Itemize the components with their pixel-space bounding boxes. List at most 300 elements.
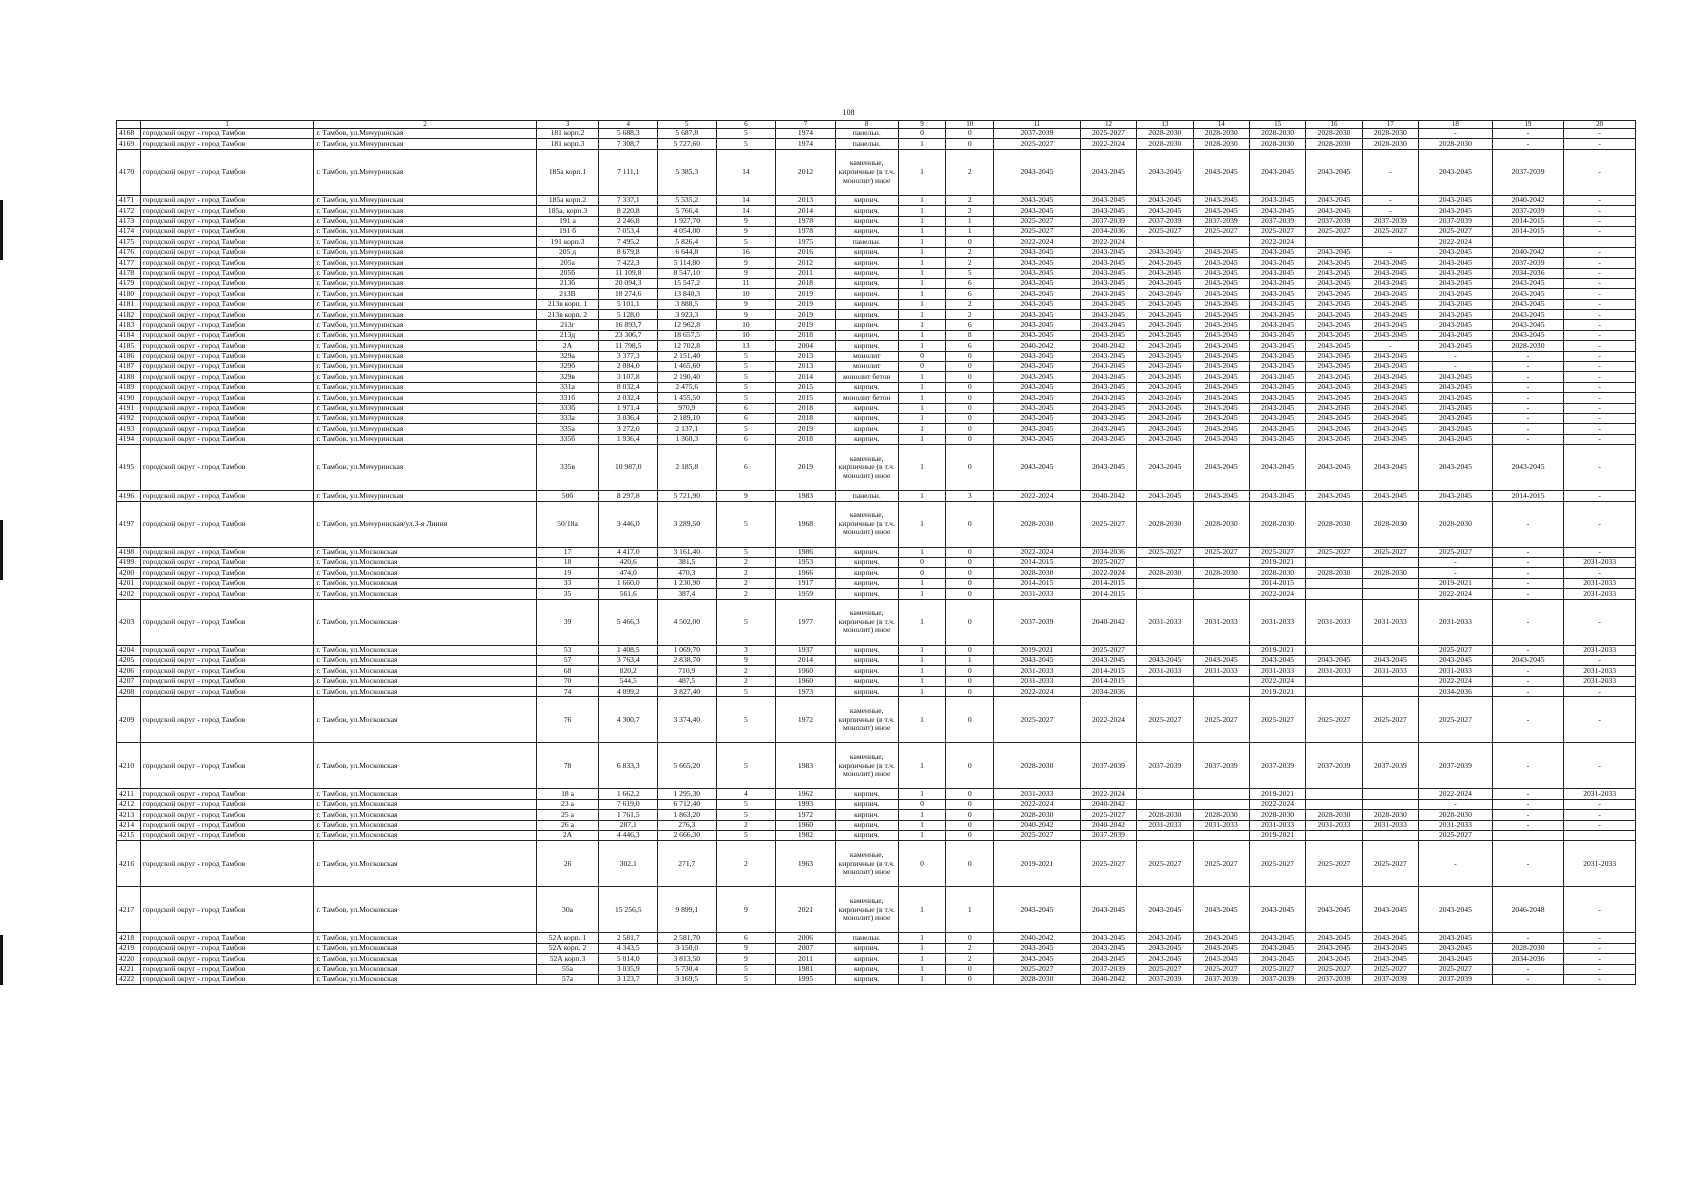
table-cell: 2043-2045 [994, 954, 1081, 964]
table-cell: - [1564, 697, 1636, 743]
table-cell: 2028-2030 [1419, 501, 1493, 547]
table-cell: 1 408,5 [599, 645, 658, 655]
table-cell: 2022-2024 [1080, 568, 1136, 578]
table-cell: 2028-2030 [1419, 139, 1493, 149]
table-cell: 1 [898, 320, 946, 330]
table-cell: 18 274,6 [599, 289, 658, 299]
table-cell [1306, 557, 1362, 567]
table-cell: кирпич. [835, 268, 898, 278]
table-cell: 2011 [776, 954, 836, 964]
table-cell: 2043-2045 [994, 403, 1081, 413]
table-row [117, 599, 1636, 645]
table-cell: 2043-2045 [1419, 887, 1493, 933]
table-cell [1362, 578, 1418, 588]
table-cell: 2040-2042 [1080, 974, 1136, 984]
table-cell: 2019 [776, 320, 836, 330]
table-cell: 2022-2024 [1080, 697, 1136, 743]
table-cell: 2019-2021 [1249, 557, 1305, 567]
table-cell: 2043-2045 [1306, 434, 1362, 444]
table-cell: 2021 [776, 887, 836, 933]
table-cell: 2043-2045 [1193, 206, 1249, 216]
table-cell: 2043-2045 [1306, 195, 1362, 205]
table-cell: 2022-2024 [1249, 676, 1305, 686]
table-cell: городской округ - город Тамбов [140, 330, 313, 340]
table-cell: г. Тамбов, ул.Мичуринская [314, 237, 536, 247]
table-cell: 1 971,4 [599, 403, 658, 413]
table-cell: 191 а [536, 216, 599, 226]
table-cell: 2043-2045 [1419, 933, 1493, 943]
table-cell: 4189 [117, 382, 141, 392]
table-cell: г. Тамбов, ул.Московская [314, 645, 536, 655]
table-cell: 2043-2045 [1362, 278, 1418, 288]
table-cell: - [1492, 676, 1564, 686]
table-cell: 2014-2015 [1080, 578, 1136, 588]
column-number-row [117, 121, 1636, 129]
table-cell: 2025-2027 [1137, 547, 1193, 557]
table-cell: г. Тамбов, ул.Мичуринская [314, 330, 536, 340]
table-cell: 2014-2015 [1492, 226, 1564, 236]
table-cell: 4200 [117, 568, 141, 578]
table-cell: 213г [536, 320, 599, 330]
table-cell: 2043-2045 [1249, 382, 1305, 392]
table-cell: 2043-2045 [1419, 258, 1493, 268]
table-cell: 2043-2045 [1137, 330, 1193, 340]
table-cell: 2 [946, 299, 994, 309]
table-cell: - [1564, 974, 1636, 984]
table-cell: 4207 [117, 676, 141, 686]
table-cell: 4 446,3 [599, 831, 658, 841]
table-cell: 8 [946, 330, 994, 340]
table-cell: г. Тамбов, ул.Мичуринская [314, 351, 536, 361]
table-cell: 2034-2036 [1492, 954, 1564, 964]
table-cell: 2031-2033 [1564, 557, 1636, 567]
table-cell: 7 308,7 [599, 139, 658, 149]
table-cell: городской округ - город Тамбов [140, 247, 313, 257]
table-cell: 2037-2039 [1080, 216, 1136, 226]
table-cell: 213в корп. 1 [536, 299, 599, 309]
table-cell: 2043-2045 [1080, 655, 1136, 665]
table-cell: 2 084,0 [599, 362, 658, 372]
table-cell: - [1492, 362, 1564, 372]
table-cell: 2037-2039 [1362, 743, 1418, 789]
table-cell: кирпич. [835, 645, 898, 655]
table-cell: 710,9 [658, 666, 717, 676]
table-row [117, 445, 1636, 491]
table-cell: г. Тамбов, ул.Мичуринская [314, 206, 536, 216]
table-cell: г. Тамбов, ул.Московская [314, 964, 536, 974]
table-cell: 5 385,3 [658, 149, 717, 195]
table-cell: 19 [536, 568, 599, 578]
table-cell: 2043-2045 [1306, 403, 1362, 413]
table-cell: 2014-2015 [1249, 578, 1305, 588]
table-cell: - [1564, 330, 1636, 340]
table-cell: 1978 [776, 216, 836, 226]
table-cell: 2043-2045 [1137, 299, 1193, 309]
table-cell: 2037-2039 [1080, 964, 1136, 974]
table-cell: 2043-2045 [994, 887, 1081, 933]
table-cell: 30а [536, 887, 599, 933]
table-cell: 1986 [776, 547, 836, 557]
table-cell: 3 150,0 [658, 943, 717, 953]
table-row [117, 501, 1636, 547]
table-cell: 68 [536, 666, 599, 676]
table-cell: монолит [835, 351, 898, 361]
table-cell: 1983 [776, 743, 836, 789]
table-cell: 2043-2045 [994, 393, 1081, 403]
table-cell: - [1492, 424, 1564, 434]
table-cell: 2028-2030 [1362, 568, 1418, 578]
table-cell: 2043-2045 [1306, 310, 1362, 320]
table-cell: 1963 [776, 841, 836, 887]
table-cell: 2 581,70 [658, 933, 717, 943]
table-cell: 2 [946, 206, 994, 216]
table-cell: 2022-2024 [994, 799, 1081, 809]
table-cell: - [1419, 129, 1493, 139]
table-cell: 1 [898, 578, 946, 588]
table-cell: кирпич. [835, 954, 898, 964]
table-cell: 2014-2015 [1080, 666, 1136, 676]
table-row [117, 676, 1636, 686]
table-cell: 5 [716, 697, 776, 743]
table-cell: 50б [536, 491, 599, 501]
table-cell: 2031-2033 [1564, 666, 1636, 676]
table-cell: 2025-2027 [1249, 964, 1305, 974]
table-cell: 2043-2045 [1080, 258, 1136, 268]
table-cell: 2022-2024 [1249, 799, 1305, 809]
table-cell: - [1564, 129, 1636, 139]
table-cell: 5 [716, 687, 776, 697]
table-cell: 2043-2045 [1419, 943, 1493, 953]
table-cell: 2043-2045 [1419, 372, 1493, 382]
table-cell: - [1419, 362, 1493, 372]
table-row [117, 645, 1636, 655]
table-cell: 2018 [776, 434, 836, 444]
table-cell: 329в [536, 372, 599, 382]
table-cell: 2043-2045 [1492, 655, 1564, 665]
table-cell: 11 109,8 [599, 268, 658, 278]
table-cell: 2028-2030 [994, 743, 1081, 789]
table-cell: 2043-2045 [1419, 424, 1493, 434]
table-cell: 5 [716, 599, 776, 645]
table-cell [1193, 578, 1249, 588]
table-cell: 0 [946, 129, 994, 139]
table-cell: 2031-2033 [1564, 841, 1636, 887]
table-cell: 8 679,8 [599, 247, 658, 257]
table-cell: 2015 [776, 382, 836, 392]
table-cell [1137, 789, 1193, 799]
table-cell: 35 [536, 589, 599, 599]
table-cell: - [1419, 799, 1493, 809]
table-cell: - [1564, 820, 1636, 830]
table-cell: 970,9 [658, 403, 717, 413]
table-cell: 2043-2045 [994, 424, 1081, 434]
table-cell: 2037-2039 [1080, 831, 1136, 841]
table-cell: - [1564, 268, 1636, 278]
table-cell: г. Тамбов, ул.Московская [314, 547, 536, 557]
table-cell: 2043-2045 [1306, 954, 1362, 964]
table-cell: 1968 [776, 501, 836, 547]
table-cell: г. Тамбов, ул.Мичуринская [314, 413, 536, 423]
table-cell: 6 712,40 [658, 799, 717, 809]
table-cell: 13 840,3 [658, 289, 717, 299]
table-cell: 74 [536, 687, 599, 697]
column-number: 8 [835, 121, 898, 129]
table-cell: 0 [946, 424, 994, 434]
table-cell: 39 [536, 599, 599, 645]
table-cell: городской округ - город Тамбов [140, 578, 313, 588]
table-cell: 1 [946, 887, 994, 933]
table-cell: 2043-2045 [1137, 393, 1193, 403]
table-cell: 2031-2033 [1362, 666, 1418, 676]
table-cell: 1 [898, 831, 946, 841]
table-cell: 2025-2027 [1080, 645, 1136, 655]
table-cell: 9 899,1 [658, 887, 717, 933]
table-cell: 4176 [117, 247, 141, 257]
table-cell: кирпич. [835, 831, 898, 841]
table-cell: 4168 [117, 129, 141, 139]
table-cell: 1 [898, 372, 946, 382]
table-cell: 10 [716, 330, 776, 340]
table-row [117, 933, 1636, 943]
table-cell: 2043-2045 [1306, 393, 1362, 403]
table-cell [1137, 687, 1193, 697]
table-cell: г. Тамбов, ул.Мичуринская [314, 372, 536, 382]
table-cell: - [1564, 491, 1636, 501]
table-cell: 329а [536, 351, 599, 361]
table-cell: - [1564, 799, 1636, 809]
table-cell: 6 [716, 403, 776, 413]
table-cell: 2 475,6 [658, 382, 717, 392]
table-cell: 55а [536, 964, 599, 974]
table-cell: 2043-2045 [1193, 413, 1249, 423]
table-cell: 1972 [776, 810, 836, 820]
table-cell: 2043-2045 [1193, 954, 1249, 964]
table-cell: 4184 [117, 330, 141, 340]
table-cell: 2034-2036 [1419, 687, 1493, 697]
table-cell: кирпич. [835, 258, 898, 268]
table-cell: 2022-2024 [1419, 676, 1493, 686]
table-cell: 185а, корп.3 [536, 206, 599, 216]
table-row [117, 578, 1636, 588]
table-cell: 2040-2042 [1080, 599, 1136, 645]
table-cell: 2014-2015 [1492, 491, 1564, 501]
table-cell: 276,3 [658, 820, 717, 830]
table-cell [1306, 578, 1362, 588]
table-cell [1137, 578, 1193, 588]
table-cell: г. Тамбов, ул.Мичуринская [314, 445, 536, 491]
table-cell: 3 374,40 [658, 697, 717, 743]
table-cell: - [1419, 568, 1493, 578]
table-cell: - [1564, 393, 1636, 403]
table-cell: 2043-2045 [1306, 330, 1362, 340]
table-cell: городской округ - город Тамбов [140, 666, 313, 676]
table-cell: 2043-2045 [994, 382, 1081, 392]
table-cell: кирпич. [835, 687, 898, 697]
table-cell: 0 [946, 372, 994, 382]
table-cell [1362, 557, 1418, 567]
table-cell: - [1492, 589, 1564, 599]
table-cell: 2043-2045 [1137, 320, 1193, 330]
table-cell: 1 [898, 645, 946, 655]
table-cell: 2019 [776, 424, 836, 434]
table-cell: 57 [536, 655, 599, 665]
table-cell: 2014-2015 [1080, 676, 1136, 686]
table-cell: 2 581,7 [599, 933, 658, 943]
table-cell: 2028-2030 [1193, 501, 1249, 547]
table-cell: 2034-2036 [1080, 547, 1136, 557]
table-cell: 544,5 [599, 676, 658, 686]
table-cell: 1 295,30 [658, 789, 717, 799]
table-cell: 2043-2045 [1080, 206, 1136, 216]
table-cell: 2022-2024 [1419, 589, 1493, 599]
table-cell: 2043-2045 [994, 320, 1081, 330]
table-cell: 2043-2045 [1306, 943, 1362, 953]
table-cell: 2043-2045 [994, 413, 1081, 423]
table-cell: 0 [946, 789, 994, 799]
table-cell: 2025-2027 [1137, 697, 1193, 743]
table-cell [1193, 676, 1249, 686]
table-row [117, 258, 1636, 268]
table-cell: каменные, кирпичные (в т.ч. монолит) иное [835, 599, 898, 645]
table-cell: 2 246,8 [599, 216, 658, 226]
table-cell: 2043-2045 [1362, 491, 1418, 501]
table-cell: 2 [716, 578, 776, 588]
table-cell: 18 657,5 [658, 330, 717, 340]
table-cell: 3 923,3 [658, 310, 717, 320]
table-cell: 3 446,0 [599, 501, 658, 547]
table-cell: - [1492, 841, 1564, 887]
table-cell: - [1564, 810, 1636, 820]
table-cell: 2043-2045 [1362, 434, 1418, 444]
table-cell: 2031-2033 [1249, 666, 1305, 676]
table-cell: 4197 [117, 501, 141, 547]
column-number: 17 [1362, 121, 1418, 129]
table-cell: 1 [898, 974, 946, 984]
table-row [117, 964, 1636, 974]
column-number: 5 [658, 121, 717, 129]
table-cell: 70 [536, 676, 599, 686]
table-cell: 2043-2045 [1137, 445, 1193, 491]
table-cell: 2043-2045 [1080, 310, 1136, 320]
table-cell: 2043-2045 [1419, 206, 1493, 216]
table-cell: монолит бетон [835, 393, 898, 403]
table-cell: 2043-2045 [1306, 445, 1362, 491]
table-row [117, 330, 1636, 340]
table-cell [1193, 831, 1249, 841]
table-row [117, 247, 1636, 257]
table-cell: г. Тамбов, ул.Московская [314, 557, 536, 567]
table-cell: 381,5 [658, 557, 717, 567]
table-cell: - [1564, 382, 1636, 392]
table-cell: 2040-2042 [1080, 799, 1136, 809]
table-cell: - [1564, 226, 1636, 236]
table-cell: 5 [716, 547, 776, 557]
table-cell [1306, 687, 1362, 697]
table-cell: 1 [898, 933, 946, 943]
table-cell: 4214 [117, 820, 141, 830]
table-cell: г. Тамбов, ул.Московская [314, 666, 536, 676]
table-row [117, 697, 1636, 743]
table-cell: 5 727,60 [658, 139, 717, 149]
table-cell: 2018 [776, 413, 836, 423]
table-cell: 2007 [776, 943, 836, 953]
table-cell: 2043-2045 [1492, 299, 1564, 309]
table-cell: г. Тамбов, ул.Московская [314, 841, 536, 887]
table-cell: 6 [716, 413, 776, 423]
table-cell: 1962 [776, 789, 836, 799]
table-cell [1564, 237, 1636, 247]
table-cell: 8 220,8 [599, 206, 658, 216]
table-cell [1306, 589, 1362, 599]
table-cell: 271,7 [658, 841, 717, 887]
table-cell: 5 826,4 [658, 237, 717, 247]
table-cell: - [1564, 445, 1636, 491]
table-cell: 2037-2039 [1492, 149, 1564, 195]
table-cell: городской округ - город Тамбов [140, 589, 313, 599]
table-cell: 2043-2045 [1193, 393, 1249, 403]
table-cell: 2034-2036 [1080, 226, 1136, 236]
table-cell: 0 [898, 351, 946, 361]
table-cell: 9 [716, 943, 776, 953]
table-cell: 9 [716, 954, 776, 964]
table-cell: г. Тамбов, ул.Московская [314, 568, 536, 578]
table-cell: 4182 [117, 310, 141, 320]
table-cell: городской округ - город Тамбов [140, 645, 313, 655]
table-cell: 3 289,50 [658, 501, 717, 547]
table-cell: городской округ - город Тамбов [140, 195, 313, 205]
table-cell: 1 [898, 289, 946, 299]
table-cell: г. Тамбов, ул.Московская [314, 743, 536, 789]
table-cell: 2043-2045 [1419, 268, 1493, 278]
table-cell: 0 [946, 799, 994, 809]
table-cell: 2043-2045 [1362, 330, 1418, 340]
table-cell: 2043-2045 [1137, 289, 1193, 299]
table-cell: 2043-2045 [1137, 434, 1193, 444]
table-cell: г. Тамбов, ул.Московская [314, 578, 536, 588]
table-cell: 2043-2045 [1193, 330, 1249, 340]
table-cell: - [1564, 655, 1636, 665]
table-cell: городской округ - город Тамбов [140, 568, 313, 578]
table-cell: 5 101,1 [599, 299, 658, 309]
table-cell: 213В [536, 289, 599, 299]
table-cell: кирпич. [835, 974, 898, 984]
table-cell: 2043-2045 [1419, 403, 1493, 413]
table-cell: 2043-2045 [1080, 424, 1136, 434]
table-cell: - [1492, 351, 1564, 361]
table-cell: 2043-2045 [1193, 491, 1249, 501]
table-cell: - [1564, 247, 1636, 257]
table-cell: городской округ - город Тамбов [140, 351, 313, 361]
table-cell: 2019-2021 [1249, 789, 1305, 799]
table-cell: 2028-2030 [1193, 129, 1249, 139]
table-cell: 2037-2039 [1362, 216, 1418, 226]
table-cell: 5 [716, 974, 776, 984]
table-cell: 2037-2039 [1137, 216, 1193, 226]
table-cell: 2043-2045 [1362, 954, 1418, 964]
table-cell: 1 [898, 547, 946, 557]
table-cell: 1 [898, 206, 946, 216]
table-cell: 2040-2042 [1080, 820, 1136, 830]
table-cell: кирпич. [835, 789, 898, 799]
table-cell: 0 [946, 445, 994, 491]
table-cell: городской округ - город Тамбов [140, 547, 313, 557]
table-cell: 2043-2045 [1249, 289, 1305, 299]
table-cell: 2031-2033 [994, 666, 1081, 676]
table-cell: 4221 [117, 964, 141, 974]
table-cell: 2025-2027 [1306, 841, 1362, 887]
table-cell: 15 256,5 [599, 887, 658, 933]
table-row [117, 289, 1636, 299]
